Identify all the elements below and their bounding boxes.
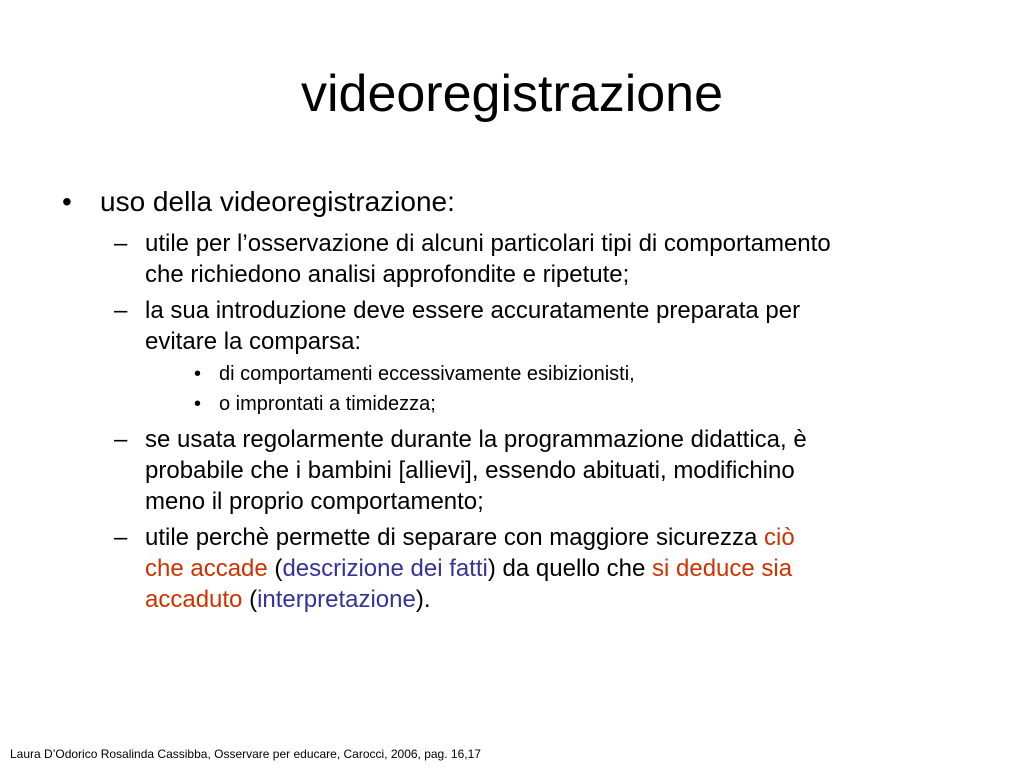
list-item-line <box>145 553 974 584</box>
list-item-separation <box>114 522 974 615</box>
plain-text: ( <box>242 586 258 613</box>
list-item-line: la sua introduzione deve essere accuratamente preparata per <box>145 297 801 324</box>
dash-marker: – <box>114 426 128 453</box>
nested-item-text: o improntati a timidezza; <box>219 393 436 415</box>
plain-text: utile perchè permette di separare con maggiore sicurezza <box>145 524 764 551</box>
dash-marker: – <box>114 230 128 257</box>
nested-item-text: di comportamenti eccessivamente esibizionisti, <box>219 363 635 385</box>
highlight-blue-text: interpretazione <box>257 586 416 613</box>
nested-list-item <box>145 389 974 419</box>
plain-text: ). <box>415 586 431 613</box>
dash-marker: – <box>114 524 128 551</box>
highlight-red-text: accaduto <box>145 586 243 613</box>
list-item-line: se usata regolarmente durante la programmazione didattica, è <box>145 426 807 453</box>
list-item-line: probabile che i bambini [allievi], essendo abituati, modifichino <box>145 457 795 484</box>
nested-list <box>145 359 974 419</box>
highlight-red-text: che accade <box>145 555 268 582</box>
list-item-line: utile per l’osservazione di alcuni particolari tipi di comportamento <box>145 230 831 257</box>
highlight-red-text: si deduce sia <box>652 555 793 582</box>
list-item-line <box>145 522 974 553</box>
list-item-regular-use <box>114 424 974 517</box>
main-bullet-text: uso della videoregistrazione: <box>100 186 455 217</box>
dash-marker: – <box>114 297 128 324</box>
bullet-marker: • <box>62 186 72 217</box>
nested-list-item <box>145 359 974 389</box>
bullet-marker: • <box>194 393 202 415</box>
list-item-usefulness <box>114 228 974 290</box>
list-item-line: che richiedono analisi approfondite e ripetute; <box>145 261 630 288</box>
bullet-marker: • <box>194 363 202 385</box>
plain-text: ) da quello che <box>487 555 652 582</box>
sub-bullet-list <box>114 228 974 620</box>
highlight-red-text: ciò <box>763 524 795 551</box>
list-item-line: meno il proprio comportamento; <box>145 488 484 515</box>
citation-footer: Laura D’Odorico Rosalinda Cassibba, Osservare per educare, Carocci, 2006, pag. 16,17 <box>10 747 481 761</box>
list-item-line <box>145 584 974 615</box>
plain-text: ( <box>267 555 283 582</box>
list-item-introduction <box>114 295 974 419</box>
slide-title: videoregistrazione <box>300 65 724 123</box>
list-item-line: evitare la comparsa: <box>145 328 362 355</box>
highlight-blue-text: descrizione dei fatti <box>282 555 488 582</box>
